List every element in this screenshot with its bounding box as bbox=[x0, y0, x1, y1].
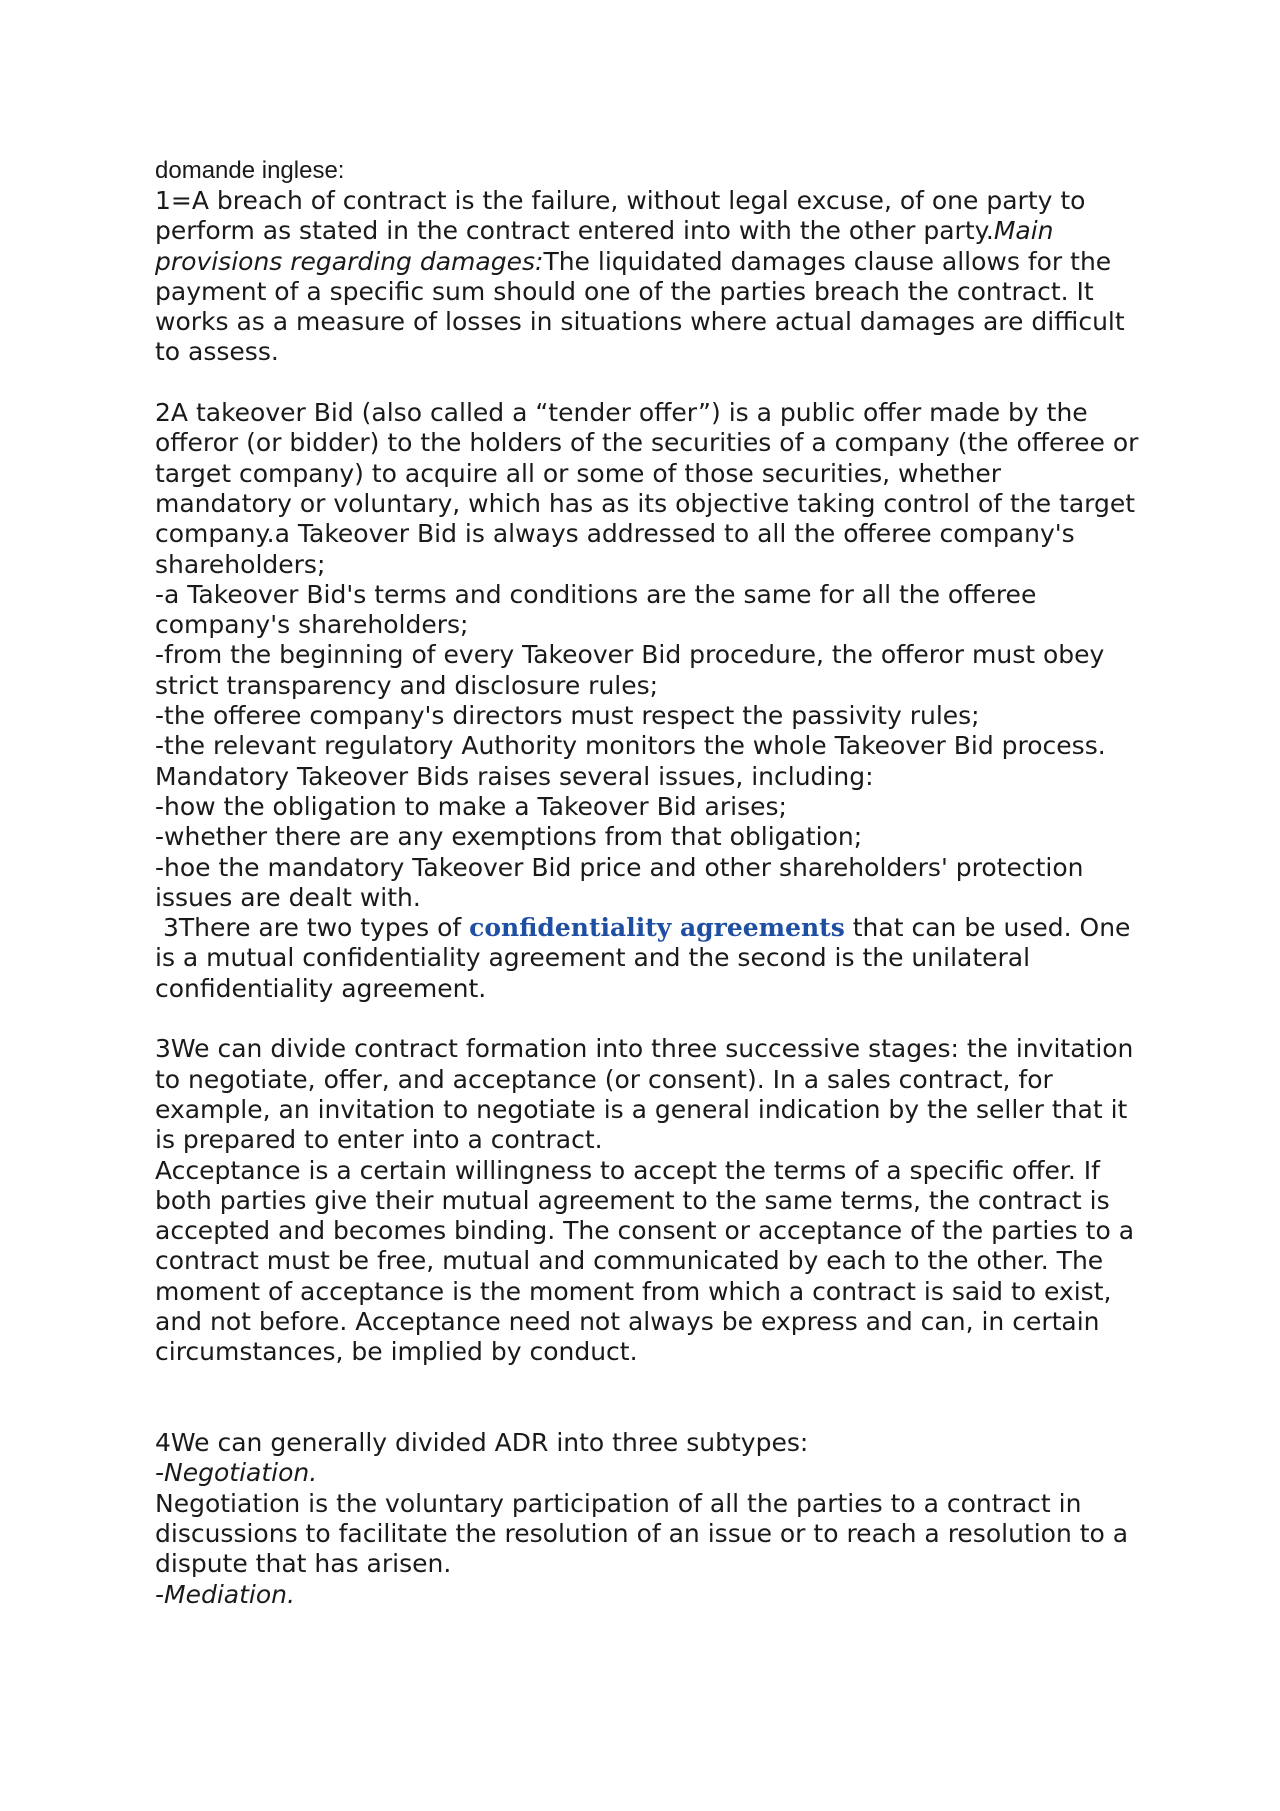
answer-1-rest: The liquidated damages clause allows for the payment of a specific sum should one of the parties breach the contract. It works as a measure of losses in situations where actual damages are difficult to assess. bbox=[155, 246, 1125, 367]
answer-2-item: -from the beginning of every Takeover Bid procedure, the offeror must obey strict transparency and disclosure rules; bbox=[155, 640, 1105, 700]
answer-2-item: -hoe the mandatory Takeover Bid price and other shareholders' protection issues are dealt with. bbox=[155, 852, 1084, 912]
confidentiality-agreements-link[interactable]: confidentiality agreements bbox=[469, 913, 845, 943]
answer-2-item: Mandatory Takeover Bids raises several issues, including: bbox=[155, 761, 874, 791]
answer-1-lead: 1=A breach of contract is the failure, without legal excuse, of one party to perform as stated in the contract entered into with the other party. bbox=[155, 186, 1086, 246]
paragraph-gap bbox=[155, 1004, 1145, 1034]
mediation-title: -Mediation. bbox=[155, 1579, 295, 1609]
answer-2-intro: 2A takeover Bid (also called a “tender offer”) is a public offer made by the offeror (or bidder) to the holders of the securities of a company (the offeree or target company) to acquire all or some of those securities, whether mandatory or voluntary, which has as its objective taking control of the target company.a Takeover Bid is always addressed to all the offeree company's shareholders; bbox=[155, 398, 1139, 579]
answer-4-intro: 4We can generally divided ADR into three subtypes: bbox=[155, 1428, 809, 1458]
negotiation-title: -Negotiation. bbox=[155, 1458, 318, 1488]
answer-3a-lead: 3There are two types of bbox=[155, 913, 470, 943]
answer-2-item: -a Takeover Bid's terms and conditions are the same for all the offeree company's shareholders; bbox=[155, 579, 1037, 640]
paragraph-gap bbox=[155, 368, 1145, 398]
answer-2-item: -the relevant regulatory Authority monitors the whole Takeover Bid process. bbox=[155, 731, 1106, 761]
answer-1-italic: Main provisions regarding damages: bbox=[155, 216, 1054, 276]
document-heading: domande inglese: bbox=[155, 157, 345, 184]
answer-2-item: -the offeree company's directors must respect the passivity rules; bbox=[155, 701, 980, 731]
answer-2-item: -how the obligation to make a Takeover Bid arises; bbox=[155, 791, 787, 821]
answer-2-item: -whether there are any exemptions from that obligation; bbox=[155, 822, 863, 852]
paragraph-gap bbox=[155, 1368, 1145, 1429]
negotiation-text: Negotiation is the voluntary participation of all the parties to a contract in discussions to facilitate the resolution of an issue or to reach a resolution to a dispute that has arisen. bbox=[155, 1488, 1129, 1579]
answer-3a bbox=[155, 913, 1145, 1004]
document-page bbox=[155, 156, 1145, 1610]
answer-3b-p1: 3We can divide contract formation into three successive stages: the invitation to negotiate, offer, and acceptance (or consent). In a sales contract, for example, an invitation to negotiate is a general indication by the seller that it is prepared to enter into a contract. bbox=[155, 1034, 1134, 1155]
answer-3a-rest: that can be used. One is a mutual confidentiality agreement and the second is the unilateral confidentiality agreement. bbox=[155, 913, 1131, 1003]
answer-1 bbox=[155, 186, 1145, 368]
answer-3b-p2: Acceptance is a certain willingness to accept the terms of a specific offer. If both parties give their mutual agreement to the same terms, the contract is accepted and becomes binding. The consent or acceptance of the parties to a contract must be free, mutual and communicated by each to the other. The moment of acceptance is the moment from which a contract is said to exist, and not before. Acceptance need not always be express and can, in certain circumstances, be implied by conduct. bbox=[155, 1155, 1135, 1367]
